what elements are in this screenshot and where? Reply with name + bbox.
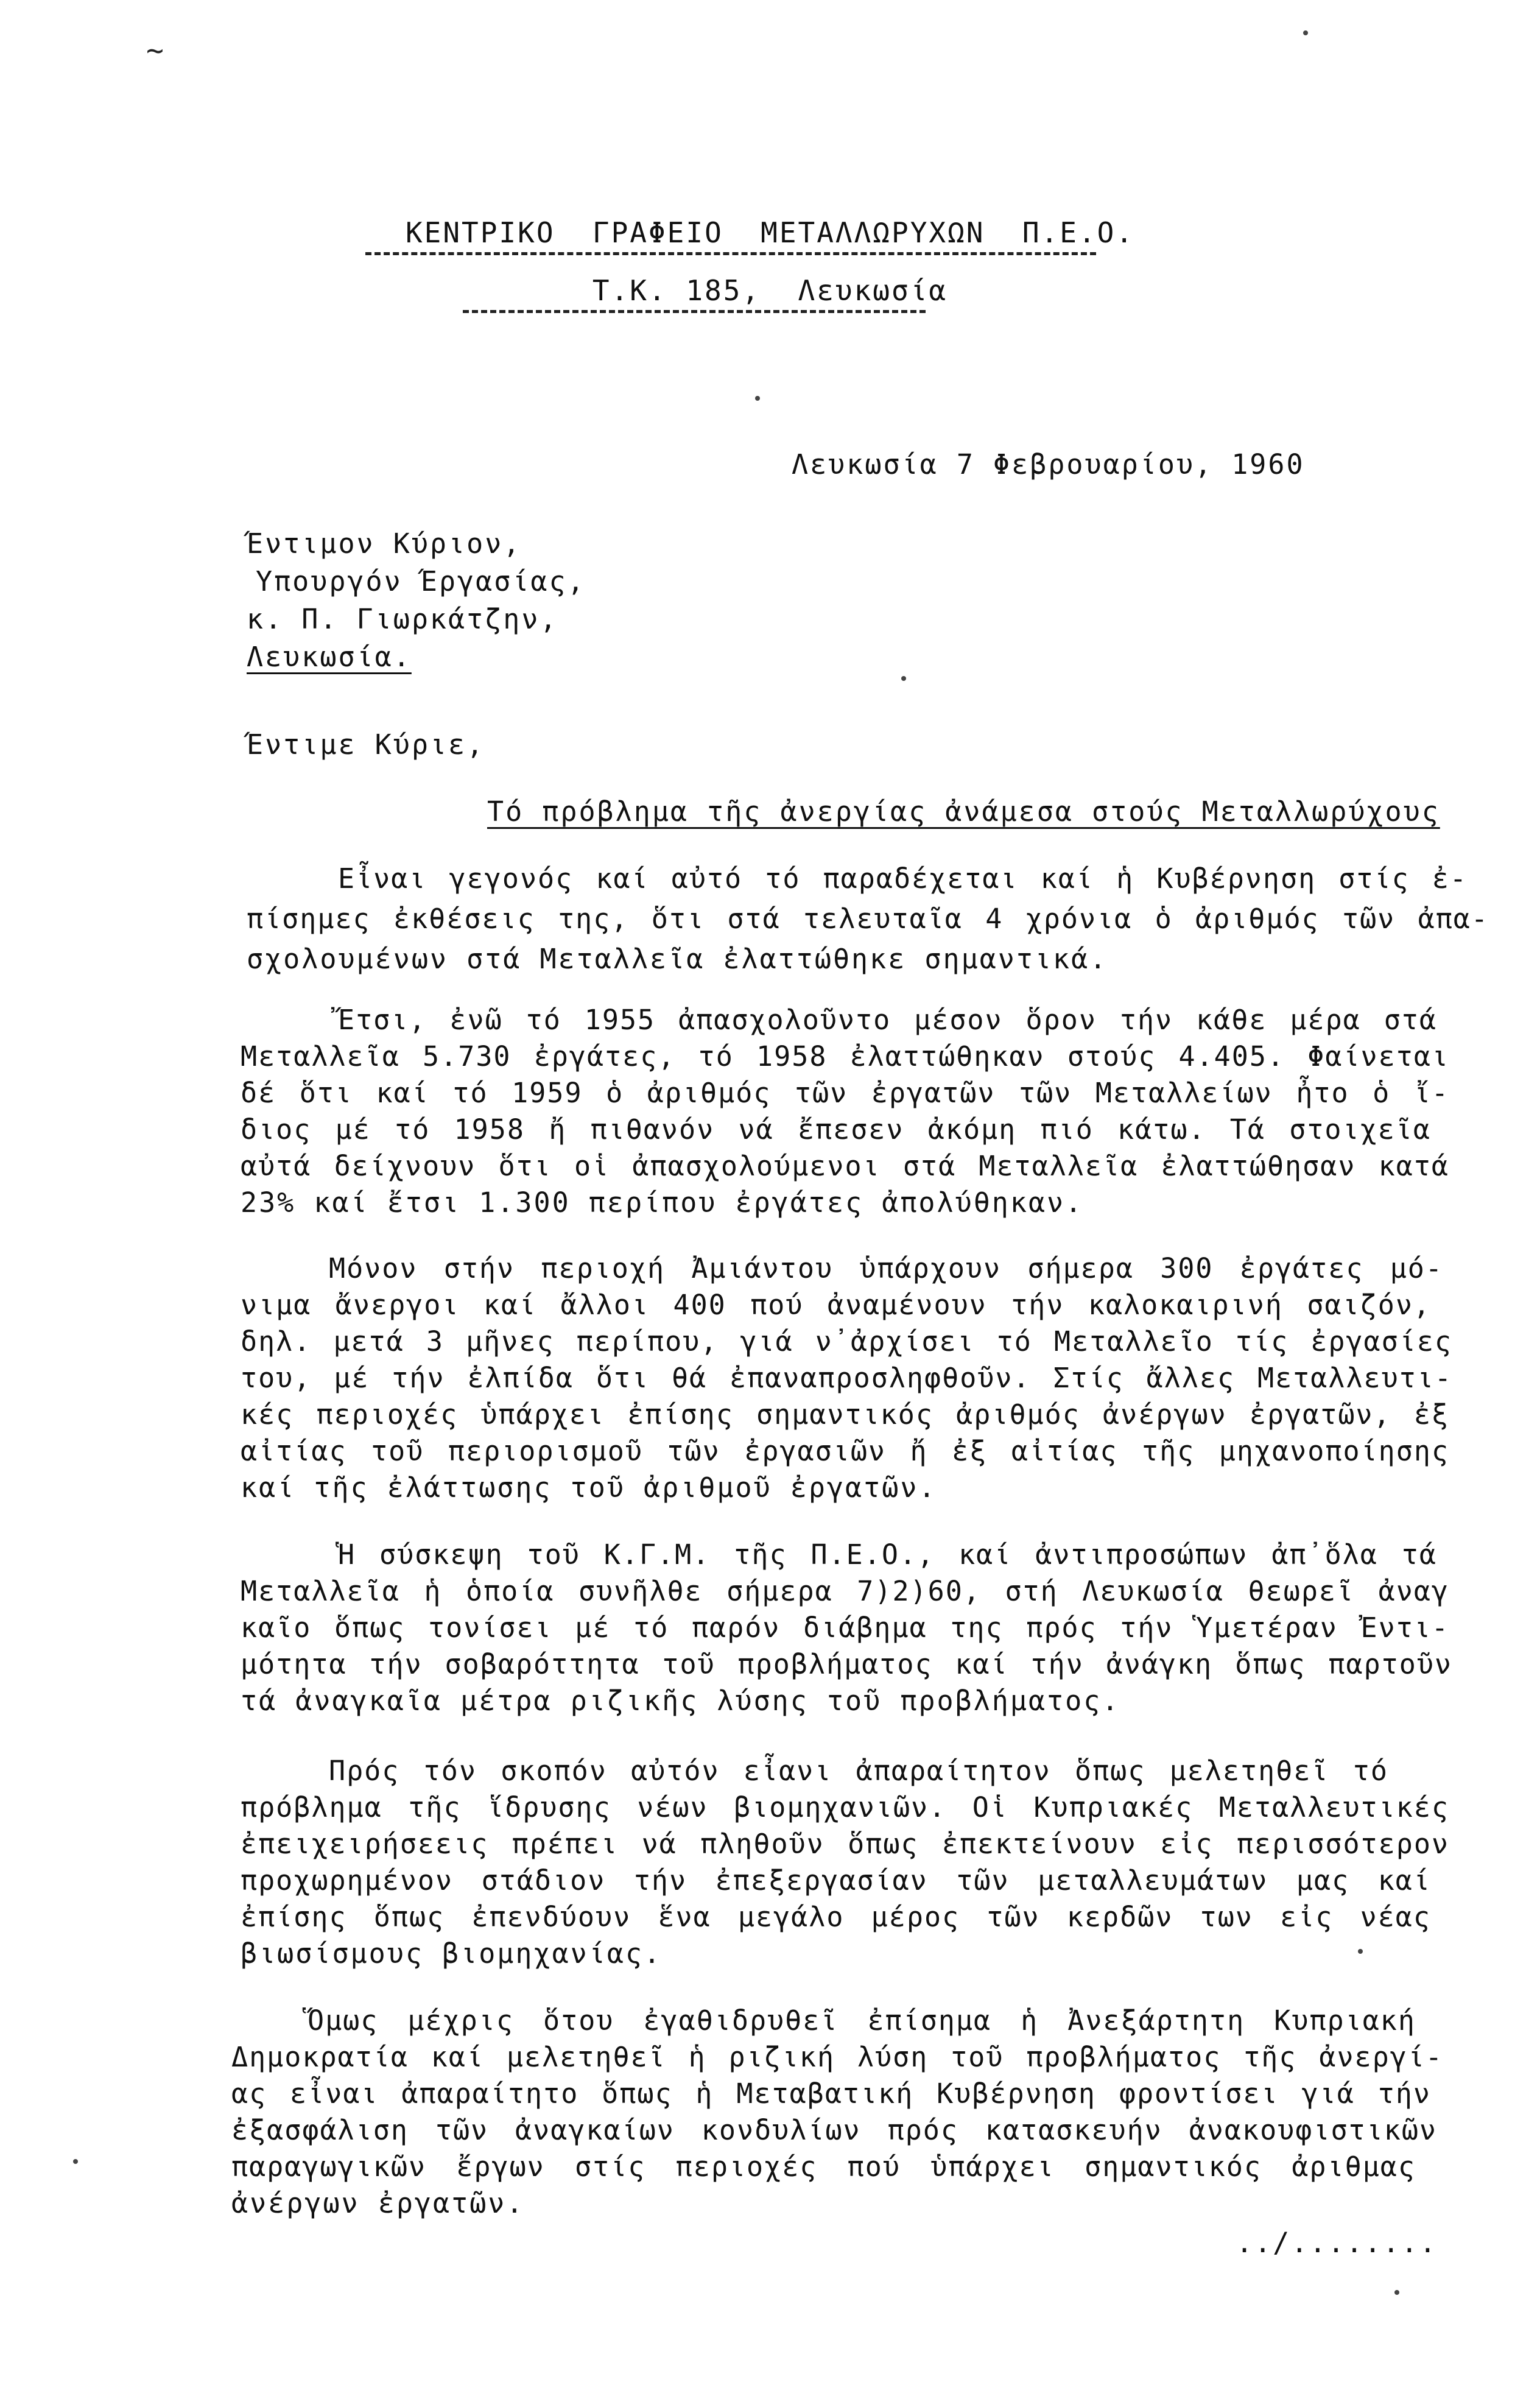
paragraph-3-line-6: αἰτίας τοῦ περιορισμοῦ τῶν ἐργασιῶν ἤ ἐξ αἰτίας τῆς μηχανοποίησης [241,1435,1449,1467]
paragraph-6-line-2: Δημοκρατία καί μελετηθεῖ ἡ ριζική λύση τοῦ προβλήματος τῆς ἀνεργί- [231,2041,1443,2073]
paragraph-3-line-7: καί τῆς ἐλάττωσης τοῦ ἀριθμοῦ ἐργατῶν. [241,1471,937,1504]
paragraph-2-line-5: αὐτά δείχνουν ὅτι οἱ ἀπασχολούμενοι στά Μεταλλεῖα ἐλαττώθησαν κατά [241,1150,1449,1182]
paragraph-3-line-1: Μόνον στήν περιοχή Ἀμιάντου ὑπάρχουν σήμερα 300 ἐργάτες μό- [329,1252,1443,1284]
recipient-line-3: κ. Π. Γιωρκάτζην, [247,603,558,635]
recipient-line-2: Υπουργόν Έργασίας, [256,565,586,597]
paragraph-6-line-6: ἀνέργων ἐργατῶν. [231,2187,525,2219]
paragraph-2-line-1: Ἔτσι, ἐνῶ τό 1955 ἀπασχολοῦντο μέσον ὅρον τήν κάθε μέρα στά [338,1004,1437,1036]
paragraph-1-line-2: πίσημες ἐκθέσεις της, ὅτι στά τελευταῖα 4 χρόνια ὁ ἀριθμός τῶν ἀπα- [247,903,1489,935]
paragraph-3-line-4: του, μέ τήν ἐλπίδα ὅτι θά ἐπαναπροσληφθοῦν. Στίς ἄλλες Μεταλλευτι- [241,1362,1452,1394]
paragraph-1-line-3: σχολουμένων στά Μεταλλεῖα ἐλαττώθηκε σημαντικά. [247,943,1108,975]
recipient-line-1: Έντιμον Κύριον, [247,527,522,560]
paragraph-5-line-2: πρόβλημα τῆς ἵδρυσης νέων βιομηχανιῶν. Οἱ Κυπριακές Μεταλλευτικές [241,1791,1449,1823]
paragraph-6-line-5: παραγωγικῶν ἔργων στίς περιοχές πού ὑπάρχει σημαντικός ἀριθμας [231,2151,1416,2183]
paragraph-1-line-1: Εἶναι γεγονός καί αὐτό τό παραδέχεται καί ἡ Κυβέρνηση στίς ἐ- [338,862,1468,895]
salutation: Έντιμε Κύριε, [247,728,485,761]
paragraph-6-line-1: Ὅμως μέχρις ὅτου ἐγαθιδρυθεῖ ἐπίσημα ἡ Ἀνεξάρτητη Κυπριακή [308,2004,1416,2037]
letterhead-org: ΚΕΝΤΡΙΚΟ ΓΡΑΦΕΙΟ ΜΕΤΑΛΛΩΡΥΧΩΝ Π.Ε.Ο. [405,216,1135,249]
paragraph-2-line-3: δέ ὅτι καί τό 1959 ὁ ἀριθμός τῶν ἐργατῶν τῶν Μεταλλείων ἦτο ὁ ἴ- [241,1077,1449,1109]
stray-mark: ~ [146,33,164,68]
paragraph-4-line-2: Μεταλλεῖα ἡ ὁποία συνῆλθε σήμερα 7)2)60, στή Λευκωσία θεωρεῖ ἀναγ [241,1575,1449,1607]
letterhead-underline [365,252,1096,255]
paragraph-2-line-6: 23% καί ἔτσι 1.300 περίπου ἐργάτες ἀπολύθηκαν. [241,1186,1084,1219]
scan-speck [1358,1949,1363,1954]
scan-speck [755,396,760,401]
paragraph-3-line-3: δηλ. μετά 3 μῆνες περίπου, γιά ν᾽ἀρχίσει τό Μεταλλεῖο τίς ἐργασίες [241,1325,1452,1358]
letterhead-po-box: Τ.Κ. 185, Λευκωσία [592,274,948,307]
scan-speck [901,676,906,681]
paragraph-5-line-3: ἐπειχειρήσεεις πρέπει νά πληθοῦν ὅπως ἐπεκτείνουν εἰς περισσότερον [241,1828,1449,1860]
paragraph-5-line-5: ἐπίσης ὅπως ἐπενδύουν ἕνα μεγάλο μέρος τῶν κερδῶν των εἰς νέας [241,1901,1431,1933]
paragraph-4-line-4: μότητα τήν σοβαρόττητα τοῦ προβλήματος καί τήν ἀνάγκη ὅπως παρτοῦν [241,1648,1452,1680]
recipient-line-4: Λευκωσία. [247,641,412,673]
paragraph-2-line-4: διος μέ τό 1958 ἤ πιθανόν νά ἔπεσεν ἀκόμη πιό κάτω. Τά στοιχεῖα [241,1113,1431,1146]
paragraph-5-line-6: βιωσίσμους βιομηχανίας. [241,1937,663,1970]
letter-date: Λευκωσία 7 Φεβρουαρίου, 1960 [792,448,1305,481]
paragraph-2-line-2: Μεταλλεῖα 5.730 ἐργάτες, τό 1958 ἐλαττώθηκαν στούς 4.405. Φαίνεται [241,1040,1449,1073]
scan-speck [73,2159,78,2164]
paragraph-4-line-1: Ἡ σύσκεψη τοῦ Κ.Γ.Μ. τῆς Π.Ε.Ο., καί ἀντιπροσώπων ἀπ᾽ὅλα τά [338,1538,1437,1571]
paragraph-3-line-2: νιμα ἄνεργοι καί ἄλλοι 400 πού ἀναμένουν τήν καλοκαιρινή σαιζόν, [241,1289,1431,1321]
subject-heading: Τό πρόβλημα τῆς ἀνεργίας ἀνάμεσα στούς Μεταλλωρύχους [487,795,1440,828]
paragraph-5-line-4: προχωρημένον στάδιον τήν ἐπεξεργασίαν τῶν μεταλλευμάτων μας καί [241,1864,1431,1897]
paragraph-4-line-5: τά ἀναγκαῖα μέτρα ριζικῆς λύσης τοῦ προβλήματος. [241,1685,1120,1717]
paragraph-4-line-3: καῖο ὅπως τονίσει μέ τό παρόν διάβημα της πρός τήν Ὑμετέραν Ἐντι- [241,1612,1449,1644]
continuation-marker: ../........ [1236,2227,1438,2259]
paragraph-5-line-1: Πρός τόν σκοπόν αὐτόν εἶανι ἀπαραίτητον ὅπως μελετηθεῖ τό [329,1755,1388,1787]
paragraph-6-line-3: ας εἶναι ἀπαραίτητο ὅπως ἡ Μεταβατική Κυβέρνηση φροντίσει γιά τήν [231,2077,1431,2110]
po-box-underline [463,310,926,313]
paragraph-3-line-5: κές περιοχές ὑπάρχει ἐπίσης σημαντικός ἀριθμός ἀνέργων ἐργατῶν, ἐξ [241,1398,1449,1431]
scan-speck [1394,2290,1399,2295]
paragraph-6-line-4: ἐξασφάλιση τῶν ἀναγκαίων κονδυλίων πρός κατασκευήν ἀνακουφιστικῶν [231,2114,1437,2146]
scan-speck [1303,30,1308,35]
